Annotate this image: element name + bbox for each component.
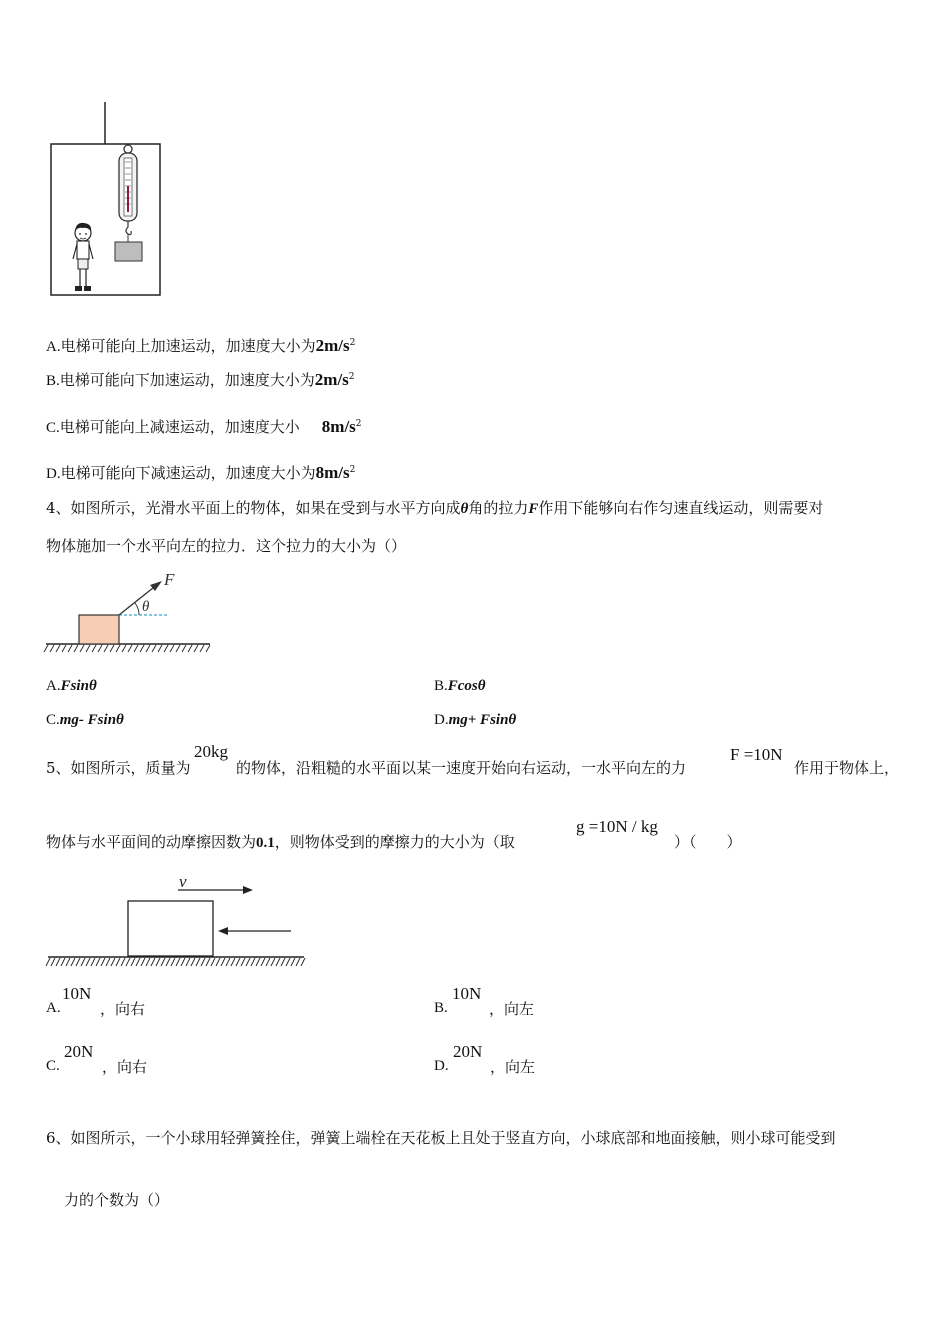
q5-option-a-direction: ，向右	[100, 1000, 146, 1018]
option-exponent: 2	[348, 372, 355, 382]
option-value: 2m/s	[314, 370, 349, 389]
option-letter: A.	[46, 339, 61, 355]
q4-option-b[interactable]	[434, 676, 486, 695]
option-text: 电梯可能向上减速运动，加速度大小	[59, 418, 300, 436]
option-value: mg- Fsinθ	[59, 712, 124, 728]
q4-text-c: 作用下能够向右作匀速直线运动，则需要对	[538, 499, 824, 517]
q3-option-b[interactable]	[46, 369, 355, 390]
option-letter: A.	[46, 678, 61, 694]
q4-figure-force-label: F	[164, 570, 175, 589]
q3-option-a[interactable]	[46, 335, 355, 356]
option-value: 8m/s	[321, 417, 356, 436]
option-text: 电梯可能向下减速运动，加速度大小为	[60, 464, 316, 482]
q5-text-f: ）（ ）	[674, 833, 742, 851]
option-letter: D.	[434, 712, 449, 728]
q4-option-d[interactable]	[434, 710, 516, 729]
q4-stem-line2: 物体施加一个水平向左的拉力．这个拉力的大小为（）	[46, 537, 407, 555]
q4-figure-angle-label: θ	[142, 599, 150, 615]
option-exponent: 2	[349, 465, 356, 475]
q4-force-symbol: F	[528, 501, 539, 517]
option-text: 电梯可能向下加速运动，加速度大小为	[59, 371, 315, 389]
q5-text-e: ，则物体受到的摩擦力的大小为（取	[274, 833, 515, 851]
q5-option-c-value: 20N	[64, 1042, 94, 1061]
q6-stem-line2: 力的个数为（）	[64, 1191, 170, 1209]
q5-option-c-letter[interactable]: C.	[46, 1058, 60, 1074]
q5-stem-line2	[46, 831, 515, 852]
q5-option-b-direction: ，向左	[489, 1000, 535, 1018]
option-letter: C.	[46, 420, 60, 436]
q4-text-b: 角的拉力	[468, 499, 529, 517]
q5-friction-figure	[46, 872, 306, 970]
q4-option-c[interactable]	[46, 710, 124, 729]
q5-text-d: 物体与水平面间的动摩擦因数为	[46, 833, 257, 851]
option-value: Fsinθ	[60, 678, 97, 694]
q4-force-figure	[44, 570, 214, 656]
q4-stem-line1	[46, 497, 823, 518]
q5-text-b: 的物体，沿粗糙的水平面以某一速度开始向右运动，一水平向左的力	[236, 759, 687, 777]
option-value: mg+ Fsinθ	[448, 712, 517, 728]
q5-force: F =10N	[730, 745, 783, 764]
q5-text-c: 作用于物体上，	[794, 759, 900, 777]
option-exponent: 2	[349, 338, 356, 348]
option-letter: C.	[46, 712, 60, 728]
q5-option-d-value: 20N	[453, 1042, 483, 1061]
q3-option-d[interactable]	[46, 462, 355, 483]
q5-option-a-value: 10N	[62, 984, 92, 1003]
q3-option-c[interactable]	[46, 416, 362, 437]
q5-option-d-direction: ，向左	[490, 1058, 536, 1076]
option-value: 8m/s	[315, 463, 350, 482]
option-letter: B.	[434, 678, 448, 694]
option-text: 电梯可能向上加速运动，加速度大小为	[60, 337, 316, 355]
option-letter: D.	[46, 466, 61, 482]
q5-mu: 0.1	[256, 835, 275, 851]
q5-option-d-letter[interactable]: D.	[434, 1058, 449, 1074]
q6-stem-line1: 6、如图所示，一个小球用轻弹簧拴住，弹簧上端栓在天花板上且处于竖直方向，小球底部和地面接触，则小球可能受到	[46, 1129, 836, 1147]
q5-mass: 20kg	[194, 742, 228, 761]
option-letter: B.	[46, 373, 60, 389]
q5-option-b-value: 10N	[452, 984, 482, 1003]
option-value: Fcosθ	[447, 678, 486, 694]
q5-figure-velocity-label: v	[179, 872, 187, 891]
q4-text-a: 4、如图所示，光滑水平面上的物体，如果在受到与水平方向成	[46, 499, 461, 517]
option-value: 2m/s	[315, 336, 350, 355]
q5-option-c-direction: ，向右	[102, 1058, 148, 1076]
elevator-figure	[40, 100, 170, 300]
q4-theta: θ	[460, 501, 469, 517]
option-exponent: 2	[355, 419, 362, 429]
q5-gravity: g =10N / kg	[576, 817, 658, 836]
q5-option-a-letter[interactable]: A.	[46, 1000, 61, 1016]
q4-option-a[interactable]	[46, 676, 97, 695]
q5-text-a: 5、如图所示，质量为	[46, 759, 191, 777]
q5-option-b-letter[interactable]: B.	[434, 1000, 448, 1016]
